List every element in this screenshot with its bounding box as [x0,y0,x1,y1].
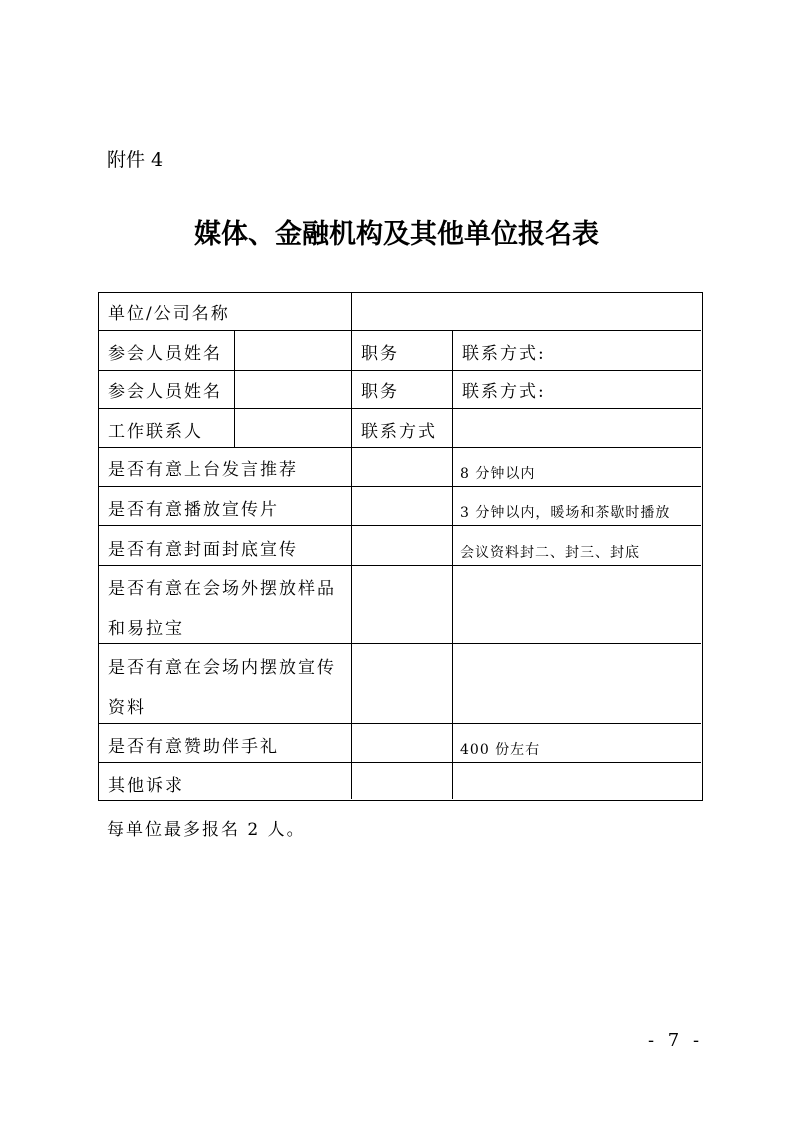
video-note: 3 分钟以内，暖场和茶歇时播放 [460,505,671,521]
gift-sponsor-answer-field[interactable] [352,724,452,762]
speech-question: 是否有意上台发言推荐 [108,460,298,480]
outdoor-display-question-cont: 和易拉宝 [108,619,184,639]
other-requests-label: 其他诉求 [108,776,184,796]
speech-answer-field[interactable] [352,448,452,486]
other-requests-field[interactable] [352,763,700,799]
indoor-display-answer-field[interactable] [352,644,452,723]
footer-note: 每单位最多报名 2 人。 [107,820,306,840]
attendee-name-label: 参会人员姓名 [108,382,222,402]
company-name-field[interactable] [352,293,700,330]
work-contact-label: 工作联系人 [108,422,203,442]
company-name-label: 单位/公司名称 [108,304,230,324]
contact-method-label: 联系方式: [462,382,546,402]
outdoor-display-question: 是否有意在会场外摆放样品 [108,579,336,599]
work-contact-method-field[interactable] [453,409,700,447]
attendee-name-field[interactable] [235,331,351,370]
cover-ad-answer-field[interactable] [352,526,452,565]
attachment-label: 附件 4 [107,149,164,171]
position-label: 职务 [361,344,399,364]
speech-note: 8 分钟以内 [460,466,536,482]
work-contact-method-label: 联系方式 [361,422,437,442]
indoor-display-question: 是否有意在会场内摆放宣传 [108,658,336,678]
registration-form-table [98,292,703,801]
cover-ad-question: 是否有意封面封底宣传 [108,540,298,560]
gift-sponsor-question: 是否有意赞助伴手礼 [108,737,279,757]
video-answer-field[interactable] [352,487,452,525]
gift-sponsor-note: 400 份左右 [460,742,541,758]
position-label: 职务 [361,382,399,402]
video-question: 是否有意播放宣传片 [108,500,279,520]
attendee-name-field[interactable] [235,371,351,408]
outdoor-display-answer-field[interactable] [352,566,452,643]
work-contact-field[interactable] [235,409,351,447]
page-title: 媒体、金融机构及其他单位报名表 [194,219,599,250]
page-number: - 7 - [648,1030,704,1051]
indoor-display-question-cont: 资料 [108,698,146,718]
cover-ad-note: 会议资料封二、封三、封底 [460,545,640,561]
contact-method-label: 联系方式: [462,344,546,364]
attendee-name-label: 参会人员姓名 [108,344,222,364]
